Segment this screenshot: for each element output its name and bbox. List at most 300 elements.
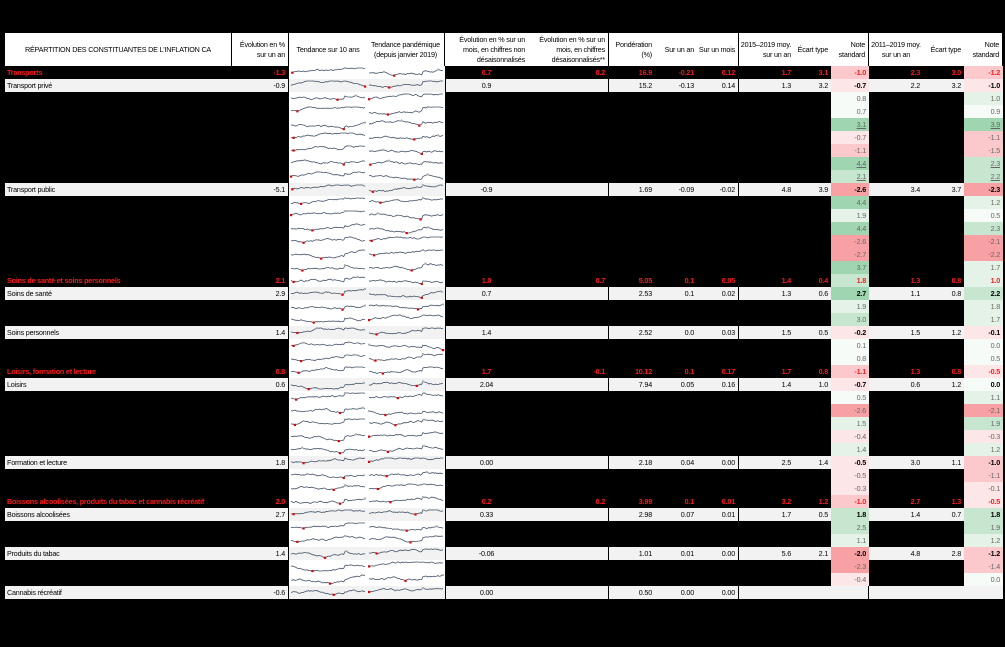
sparkline-icon	[289, 209, 367, 222]
z-score-2015-2019: -1.0	[831, 495, 869, 508]
component-name: Transport public	[5, 183, 232, 196]
sparkline-icon	[289, 300, 367, 313]
sparkline-icon	[367, 391, 445, 404]
mom-change-nsa: 1.4	[445, 326, 528, 339]
mom-change-sa	[528, 547, 609, 560]
sparkline-10y	[289, 547, 367, 560]
sparkline-10y	[289, 196, 367, 209]
header-contrib-mom: Sur un mois	[697, 33, 739, 66]
sparkline-icon	[367, 378, 445, 391]
sparkline-icon	[367, 248, 445, 261]
detail-row	[5, 105, 1003, 118]
avg-2015-2019: 1.5	[739, 326, 794, 339]
z-score-2011-2019: -1.1	[964, 131, 1003, 144]
z-score-2015-2019: 3.1	[831, 118, 869, 131]
sparkline-icon	[289, 521, 367, 534]
yoy-change: 0.8	[232, 365, 289, 378]
sparkline-10y	[289, 560, 367, 573]
detail-row	[5, 443, 1003, 456]
mom-change-nsa: 0.00	[445, 456, 528, 469]
sparkline-10y	[289, 170, 367, 183]
avg-2011-2019: 3.4	[869, 183, 923, 196]
z-score-2011-2019: -1.2	[964, 66, 1003, 79]
z-score-2015-2019: 4.4	[831, 222, 869, 235]
detail-row	[5, 300, 1003, 313]
z-score-2011-2019: 1.8	[964, 300, 1003, 313]
z-score-2011-2019: 0.0	[964, 339, 1003, 352]
sparkline-icon	[289, 287, 367, 300]
sparkline-icon	[289, 482, 367, 495]
sd-2011-2019: 0.8	[923, 287, 964, 300]
mom-change-sa	[528, 586, 609, 599]
detail-row	[5, 261, 1003, 274]
contribution-mom: 0.00	[697, 456, 739, 469]
header-z-2015-2019: Note standard	[831, 33, 869, 66]
contribution-yoy: -0.13	[655, 79, 697, 92]
category-row	[5, 365, 1003, 378]
sparkline-10y	[289, 430, 367, 443]
z-score-2015-2019: 0.8	[831, 352, 869, 365]
mom-change-sa: -0.1	[528, 365, 609, 378]
sparkline-icon	[289, 573, 367, 586]
sparkline-icon	[289, 105, 367, 118]
weight: 10.12	[609, 365, 655, 378]
sparkline-icon	[289, 144, 367, 157]
avg-2015-2019: 5.6	[739, 547, 794, 560]
yoy-change: 2.1	[232, 274, 289, 287]
contribution-yoy: 0.00	[655, 586, 697, 599]
z-score-2011-2019: 0.0	[964, 573, 1003, 586]
weight: 1.01	[609, 547, 655, 560]
sparkline-icon	[367, 404, 445, 417]
sparkline-10y	[289, 521, 367, 534]
sparkline-10y	[289, 443, 367, 456]
yoy-change: 1.4	[232, 547, 289, 560]
sparkline-10y	[289, 144, 367, 157]
sd-2015-2019: 1.4	[794, 456, 831, 469]
sparkline-pandemic	[367, 66, 446, 79]
component-name: Formation et lecture	[5, 456, 232, 469]
sparkline-10y	[289, 326, 367, 339]
header-mom-nsa: Évolution en % sur un mois, en chiffres non désaisonnalisés	[445, 33, 528, 66]
component-name: Produits du tabac	[5, 547, 232, 560]
sparkline-pandemic	[367, 170, 446, 183]
z-score-2011-2019: 1.7	[964, 261, 1003, 274]
sparkline-pandemic	[367, 183, 446, 196]
z-score-2011-2019: 2.3	[964, 157, 1003, 170]
mom-change-sa: 0.2	[528, 66, 609, 79]
contribution-yoy: 0.0	[655, 326, 697, 339]
sd-2015-2019: 0.8	[794, 365, 831, 378]
z-score-2011-2019: -0.3	[964, 430, 1003, 443]
sparkline-icon	[367, 482, 445, 495]
sd-2015-2019: 1.2	[794, 495, 831, 508]
z-score-2015-2019: 4.4	[831, 157, 869, 170]
sparkline-icon	[289, 560, 367, 573]
sparkline-icon	[367, 313, 445, 326]
sparkline-pandemic	[367, 196, 446, 209]
sd-2011-2019: 2.8	[923, 547, 964, 560]
avg-2011-2019: 3.0	[869, 456, 923, 469]
sparkline-icon	[289, 508, 367, 521]
z-score-2011-2019: 1.2	[964, 534, 1003, 547]
sparkline-10y	[289, 456, 367, 469]
sd-2011-2019: 1.2	[923, 378, 964, 391]
detail-row	[5, 469, 1003, 482]
contribution-yoy: 0.05	[655, 378, 697, 391]
yoy-change: 1.4	[232, 326, 289, 339]
avg-2011-2019: 1.1	[869, 287, 923, 300]
detail-row	[5, 209, 1003, 222]
z-score-2015-2019: -0.3	[831, 482, 869, 495]
z-score-2011-2019: -2.2	[964, 248, 1003, 261]
yoy-change: -0.6	[232, 586, 289, 599]
mom-change-nsa: 1.7	[445, 365, 528, 378]
sparkline-icon	[367, 170, 445, 183]
sparkline-icon	[289, 222, 367, 235]
header-avg-2011-2019: 2011–2019 moy. sur un an	[869, 33, 923, 66]
z-score-2015-2019: -1.1	[831, 144, 869, 157]
sparkline-icon	[289, 586, 367, 599]
sparkline-pandemic	[367, 430, 446, 443]
z-score-2011-2019: -1.1	[964, 469, 1003, 482]
sparkline-10y	[289, 391, 367, 404]
sparkline-icon	[367, 105, 445, 118]
z-score-2011-2019: 1.0	[964, 92, 1003, 105]
sparkline-icon	[289, 417, 367, 430]
header-weight: Pondération (%)	[609, 33, 655, 66]
sd-2015-2019: 3.2	[794, 79, 831, 92]
stats-empty	[739, 586, 869, 599]
mom-change-sa	[528, 378, 609, 391]
mom-change-nsa: 1.0	[445, 274, 528, 287]
contribution-mom: 0.12	[697, 66, 739, 79]
category-name: Loisirs, formation et lecture	[5, 365, 232, 378]
header-sd-2015-2019: Écart type	[794, 33, 831, 66]
sparkline-pandemic	[367, 547, 446, 560]
sparkline-icon	[367, 430, 445, 443]
sparkline-10y	[289, 352, 367, 365]
sd-2011-2019: 1.3	[923, 495, 964, 508]
z-score-2015-2019: -2.0	[831, 547, 869, 560]
z-score-2015-2019: -2.7	[831, 248, 869, 261]
category-name: Boissons alcoolisées, produits du tabac et cannabis récréatif	[5, 495, 232, 508]
z-score-2015-2019: 0.5	[831, 391, 869, 404]
z-score-2011-2019: 1.8	[964, 508, 1003, 521]
sparkline-pandemic	[367, 222, 446, 235]
z-score-2011-2019: -0.1	[964, 482, 1003, 495]
sparkline-10y	[289, 404, 367, 417]
detail-row	[5, 313, 1003, 326]
avg-2011-2019: 0.6	[869, 378, 923, 391]
z-score-2011-2019: 2.3	[964, 222, 1003, 235]
detail-row	[5, 560, 1003, 573]
sparkline-icon	[367, 183, 445, 196]
sd-2011-2019: 3.2	[923, 79, 964, 92]
z-score-2015-2019: -0.5	[831, 469, 869, 482]
sparkline-10y	[289, 248, 367, 261]
sparkline-pandemic	[367, 573, 446, 586]
sparkline-icon	[367, 365, 445, 378]
sparkline-10y	[289, 339, 367, 352]
sparkline-icon	[367, 144, 445, 157]
sparkline-icon	[289, 313, 367, 326]
avg-2011-2019: 1.5	[869, 326, 923, 339]
table-row	[5, 456, 1003, 469]
avg-2011-2019: 2.3	[869, 66, 923, 79]
z-score-2011-2019: -1.0	[964, 456, 1003, 469]
contribution-yoy: 0.01	[655, 547, 697, 560]
z-score-2015-2019: 2.1	[831, 170, 869, 183]
sparkline-pandemic	[367, 313, 446, 326]
z-score-2015-2019: 0.8	[831, 92, 869, 105]
sparkline-icon	[289, 170, 367, 183]
sparkline-icon	[367, 586, 445, 599]
sparkline-pandemic	[367, 79, 446, 92]
sd-2011-2019: 0.7	[923, 508, 964, 521]
sparkline-icon	[289, 196, 367, 209]
z-score-2011-2019: -0.1	[964, 326, 1003, 339]
avg-2015-2019: 1.7	[739, 508, 794, 521]
sparkline-icon	[367, 352, 445, 365]
sparkline-10y	[289, 495, 367, 508]
sparkline-10y	[289, 157, 367, 170]
sparkline-icon	[367, 274, 445, 287]
z-score-2011-2019: 1.0	[964, 274, 1003, 287]
sparkline-icon	[289, 183, 367, 196]
mom-change-nsa: 2.04	[445, 378, 528, 391]
z-score-2015-2019: -0.4	[831, 430, 869, 443]
weight: 1.69	[609, 183, 655, 196]
detail-row	[5, 573, 1003, 586]
mom-change-sa	[528, 183, 609, 196]
sparkline-pandemic	[367, 404, 446, 417]
contribution-mom: 0.17	[697, 365, 739, 378]
sparkline-icon	[367, 560, 445, 573]
detail-row	[5, 352, 1003, 365]
z-score-2015-2019: -1.0	[831, 66, 869, 79]
z-score-2015-2019: -2.6	[831, 235, 869, 248]
header-title: RÉPARTITION DES CONSTITUANTES DE L'INFLATION CA	[5, 33, 232, 66]
yoy-change: -5.1	[232, 183, 289, 196]
z-score-2015-2019: -0.7	[831, 131, 869, 144]
avg-2015-2019: 1.3	[739, 287, 794, 300]
sparkline-pandemic	[367, 469, 446, 482]
contribution-yoy: 0.1	[655, 274, 697, 287]
sparkline-pandemic	[367, 352, 446, 365]
sparkline-10y	[289, 469, 367, 482]
z-score-2011-2019: 2.2	[964, 287, 1003, 300]
weight: 2.52	[609, 326, 655, 339]
mom-change-nsa: 0.7	[445, 66, 528, 79]
mom-change-sa	[528, 287, 609, 300]
sparkline-icon	[289, 534, 367, 547]
mom-change-sa	[528, 326, 609, 339]
sparkline-10y	[289, 261, 367, 274]
contribution-yoy: 0.07	[655, 508, 697, 521]
sparkline-10y	[289, 105, 367, 118]
z-score-2011-2019: 1.2	[964, 196, 1003, 209]
sparkline-pandemic	[367, 339, 446, 352]
mom-change-nsa: 0.00	[445, 586, 528, 599]
sparkline-pandemic	[367, 508, 446, 521]
detail-row	[5, 222, 1003, 235]
sparkline-icon	[289, 261, 367, 274]
z-score-2011-2019: 3.9	[964, 118, 1003, 131]
z-score-2015-2019: -0.4	[831, 573, 869, 586]
sparkline-pandemic	[367, 586, 446, 599]
sparkline-10y	[289, 287, 367, 300]
sparkline-pandemic	[367, 378, 446, 391]
z-score-2011-2019: -2.1	[964, 404, 1003, 417]
category-row	[5, 274, 1003, 287]
contribution-mom: 0.01	[697, 508, 739, 521]
sparkline-pandemic	[367, 482, 446, 495]
sparkline-icon	[367, 326, 445, 339]
table-row	[5, 183, 1003, 196]
mom-change-nsa: -0.9	[445, 183, 528, 196]
z-score-2015-2019: 0.7	[831, 105, 869, 118]
sparkline-icon	[367, 66, 445, 79]
header-contrib-yoy: Sur un an	[655, 33, 697, 66]
mom-change-sa: 0.2	[528, 495, 609, 508]
stats-empty	[869, 586, 1003, 599]
sparkline-icon	[367, 79, 445, 92]
component-name: Loisirs	[5, 378, 232, 391]
sparkline-icon	[367, 131, 445, 144]
sparkline-icon	[367, 287, 445, 300]
sd-2015-2019: 3.1	[794, 66, 831, 79]
z-score-2015-2019: 1.1	[831, 534, 869, 547]
sparkline-icon	[367, 417, 445, 430]
z-score-2011-2019: -0.5	[964, 365, 1003, 378]
header-yoy: Évolution en % sur un an	[232, 33, 289, 66]
sparkline-10y	[289, 586, 367, 599]
sparkline-10y	[289, 274, 367, 287]
sparkline-icon	[367, 456, 445, 469]
contribution-mom: -0.02	[697, 183, 739, 196]
weight: 2.98	[609, 508, 655, 521]
sparkline-10y	[289, 300, 367, 313]
detail-row	[5, 170, 1003, 183]
sparkline-icon	[289, 404, 367, 417]
z-score-2011-2019: 1.2	[964, 443, 1003, 456]
table-row	[5, 378, 1003, 391]
z-score-2015-2019: 1.4	[831, 443, 869, 456]
component-name: Transport privé	[5, 79, 232, 92]
weight: 7.94	[609, 378, 655, 391]
avg-2015-2019: 1.3	[739, 79, 794, 92]
z-score-2011-2019: -1.4	[964, 560, 1003, 573]
detail-row	[5, 404, 1003, 417]
avg-2011-2019: 1.3	[869, 365, 923, 378]
sparkline-icon	[367, 573, 445, 586]
mom-change-nsa: 0.2	[445, 495, 528, 508]
avg-2015-2019: 1.4	[739, 378, 794, 391]
z-score-2015-2019: -2.3	[831, 560, 869, 573]
z-score-2015-2019: 4.4	[831, 196, 869, 209]
component-name: Boissons alcoolisées	[5, 508, 232, 521]
sparkline-icon	[367, 443, 445, 456]
z-score-2015-2019: -2.6	[831, 404, 869, 417]
z-score-2011-2019: 1.9	[964, 521, 1003, 534]
z-score-2015-2019: 3.0	[831, 313, 869, 326]
contribution-mom: 0.14	[697, 79, 739, 92]
sparkline-icon	[367, 222, 445, 235]
sd-2011-2019: 3.7	[923, 183, 964, 196]
mom-change-nsa: 0.33	[445, 508, 528, 521]
sparkline-icon	[289, 365, 367, 378]
weight: 15.2	[609, 79, 655, 92]
detail-row	[5, 144, 1003, 157]
yoy-change: -1.3	[232, 66, 289, 79]
yoy-change: 2.9	[232, 287, 289, 300]
detail-row	[5, 339, 1003, 352]
z-score-2015-2019: 1.5	[831, 417, 869, 430]
mom-change-nsa: 0.9	[445, 79, 528, 92]
component-name: Cannabis récréatif	[5, 586, 232, 599]
sparkline-icon	[289, 495, 367, 508]
sparkline-icon	[367, 469, 445, 482]
detail-row	[5, 391, 1003, 404]
sparkline-icon	[289, 92, 367, 105]
z-score-2011-2019: -1.5	[964, 144, 1003, 157]
contribution-yoy: -0.09	[655, 183, 697, 196]
sparkline-pandemic	[367, 287, 446, 300]
contribution-yoy: 0.1	[655, 495, 697, 508]
contribution-mom: 0.00	[697, 547, 739, 560]
sparkline-pandemic	[367, 92, 446, 105]
mom-change-sa	[528, 508, 609, 521]
sparkline-icon	[289, 469, 367, 482]
sd-2011-2019: 1.2	[923, 326, 964, 339]
sparkline-10y	[289, 482, 367, 495]
sd-2015-2019: 3.9	[794, 183, 831, 196]
z-score-2015-2019: 3.7	[831, 261, 869, 274]
category-name: Soins de santé et soins personnels	[5, 274, 232, 287]
table-row	[5, 79, 1003, 92]
detail-row	[5, 417, 1003, 430]
detail-row	[5, 534, 1003, 547]
sparkline-icon	[367, 339, 445, 352]
sparkline-icon	[367, 209, 445, 222]
avg-2011-2019: 4.8	[869, 547, 923, 560]
contribution-mom: 0.05	[697, 274, 739, 287]
yoy-change: 1.8	[232, 456, 289, 469]
sparkline-icon	[367, 547, 445, 560]
sparkline-icon	[289, 235, 367, 248]
sparkline-10y	[289, 378, 367, 391]
sparkline-icon	[367, 300, 445, 313]
sparkline-10y	[289, 222, 367, 235]
z-score-2011-2019: -1.2	[964, 547, 1003, 560]
sd-2011-2019: 3.0	[923, 66, 964, 79]
sparkline-icon	[367, 157, 445, 170]
table-row	[5, 326, 1003, 339]
sparkline-icon	[367, 534, 445, 547]
contribution-yoy: 0.04	[655, 456, 697, 469]
category-row	[5, 66, 1003, 79]
sparkline-icon	[289, 274, 367, 287]
detail-row	[5, 248, 1003, 261]
detail-row	[5, 157, 1003, 170]
contribution-mom: 0.00	[697, 586, 739, 599]
sparkline-icon	[289, 547, 367, 560]
detail-row	[5, 430, 1003, 443]
avg-2011-2019: 2.7	[869, 495, 923, 508]
sparkline-pandemic	[367, 521, 446, 534]
sparkline-10y	[289, 131, 367, 144]
